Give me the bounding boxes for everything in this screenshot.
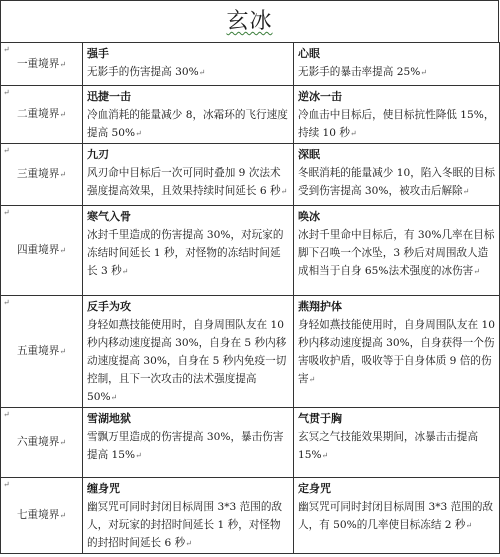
level-label: 一重境界 (16, 57, 60, 70)
paragraph-mark-icon: ↵ (59, 246, 67, 255)
left-skill-cell (83, 478, 294, 554)
paragraph-mark-icon: ↵ (135, 451, 142, 460)
skill-name: 唤冰 (298, 210, 320, 223)
paragraph-mark-icon: ↵ (110, 393, 118, 402)
skill-description: 冬眠消耗的能量减少 10，陷入冬眠的目标受到伤害提高 30%，被攻击后解除↵ (298, 167, 495, 197)
paragraph-mark-icon: ↵ (465, 521, 473, 530)
right-skill-cell (294, 296, 500, 408)
left-skill-cell (83, 206, 294, 296)
table-row (1, 144, 500, 206)
table-row (1, 86, 500, 144)
skill-name: 九刃 (87, 148, 109, 161)
table-row (1, 43, 500, 86)
paragraph-mark-icon: ↵ (185, 539, 192, 548)
skill-name: 寒气入骨 (87, 210, 131, 223)
level-cell (1, 86, 83, 144)
skill-description: 风刃命中目标后一次可同时叠加 9 次法术强度提高效果，且效果持续时间延长 6 秒↵ (87, 167, 288, 197)
table-row (1, 408, 500, 478)
paragraph-mark-icon: ↵ (121, 267, 129, 276)
level-cell (1, 144, 83, 206)
skill-name: 心眼 (298, 47, 320, 60)
level-cell (1, 408, 83, 478)
paragraph-mark-icon: ↵ (3, 410, 10, 419)
title-cell (0, 0, 499, 43)
level-cell (1, 206, 83, 296)
left-skill-cell (83, 144, 294, 206)
paragraph-mark-icon: ↵ (3, 480, 10, 489)
paragraph-mark-icon: ↵ (3, 208, 10, 217)
skill-name: 燕翔护体 (298, 300, 342, 313)
left-skill-cell (83, 43, 294, 86)
skill-name: 强手 (87, 47, 109, 60)
skill-name: 深眠 (298, 148, 320, 161)
skill-name: 气贯于胸 (298, 412, 342, 425)
paragraph-mark-icon: ↵ (420, 68, 427, 77)
level-label: 二重境界 (16, 108, 60, 120)
level-label: 六重境界 (16, 436, 60, 448)
left-skill-cell (83, 408, 294, 478)
level-cell (1, 296, 83, 408)
table-row (1, 478, 500, 554)
paragraph-mark-icon: ↵ (350, 129, 357, 138)
skill-description: 身轻如燕技能使用时，自身周围队友在 10 秒内移动速度提高 30%，自身获得一个伤害吸收护盾，吸收等于自身体质 9 倍的伤害↵ (298, 319, 495, 385)
paragraph-mark-icon: ↵ (198, 68, 206, 77)
paragraph-mark-icon: ↵ (59, 347, 67, 356)
skill-description: 无影手的伤害提高 30%↵ (87, 66, 206, 78)
paragraph-mark-icon: ↵ (3, 298, 10, 307)
paragraph-mark-icon: ↵ (59, 438, 67, 447)
left-skill-cell (83, 296, 294, 408)
paragraph-mark-icon: ↵ (59, 110, 67, 119)
skill-description: 冰封千里命中目标后，有 30%几率在目标脚下召唤一个冰坠，3 秒后对周围敌人造成相当于自身 65%法术强度的冰伤害↵ (298, 229, 495, 277)
table-row (1, 206, 500, 296)
right-skill-cell (294, 43, 500, 86)
table-row (1, 296, 500, 408)
paragraph-mark-icon: ↵ (135, 129, 142, 138)
level-cell (1, 478, 83, 554)
skill-name: 定身咒 (298, 482, 331, 495)
skill-description: 幽冥咒可同时封闭目标周围 3*3 范围的敌人，对玩家的封招时间延长 1 秒，对怪物的封招时间延长 6 秒↵ (87, 501, 283, 549)
paragraph-mark-icon: ↵ (308, 375, 316, 384)
level-label: 五重境界 (16, 345, 60, 357)
page-title: 玄冰 (226, 9, 273, 34)
right-skill-cell (294, 144, 500, 206)
level-label: 四重境界 (16, 244, 60, 256)
right-skill-cell (294, 408, 500, 478)
paragraph-mark-icon: ↵ (3, 45, 10, 54)
paragraph-mark-icon: ↵ (3, 146, 10, 155)
skill-name: 缠身咒 (87, 482, 120, 495)
skill-description: 身轻如燕技能使用时，自身周围队友在 10 秒内移动速度提高 30%，自身在 5 秒内移动速度提高 30%，自身在 5 秒内免疫一切控制，且下一次攻击的法术强度提高 50%↵ (87, 319, 287, 403)
level-label: 七重境界 (16, 509, 60, 521)
paragraph-mark-icon: ↵ (59, 170, 67, 179)
right-skill-cell (294, 478, 500, 554)
skill-description: 玄冥之气技能效果期间，冰暴击击提高 15%↵ (298, 431, 479, 461)
skill-name: 迅捷一击 (87, 90, 131, 103)
skill-description: 冰封千里造成的伤害提高 30%，对玩家的冻结时间延长 1 秒，对怪物的冻结时间延长 3 秒↵ (87, 229, 284, 277)
level-cell (1, 43, 83, 86)
paragraph-mark-icon: ↵ (59, 511, 67, 520)
paragraph-mark-icon: ↵ (280, 187, 288, 196)
skill-description: 冷血击中目标后，使目标抗性降低 15%，持续 10 秒↵ (298, 109, 495, 139)
paragraph-mark-icon: ↵ (321, 451, 329, 460)
level-label: 三重境界 (16, 168, 60, 180)
skill-description: 幽冥咒可同时封闭目标周围 3*3 范围的敌人，有 50%的几率使目标冻结 2 秒↵ (298, 501, 494, 531)
skill-description: 冷血消耗的能量减少 8，冰霜环的飞行速度提高 50%↵ (87, 109, 288, 139)
skill-name: 反手为攻 (87, 300, 131, 313)
paragraph-mark-icon: ↵ (462, 187, 470, 196)
skill-name: 雪湖地狱 (87, 412, 131, 425)
skill-description: 无影手的暴击率提高 25%↵ (298, 66, 427, 78)
paragraph-mark-icon: ↵ (59, 59, 67, 69)
right-skill-cell (294, 206, 500, 296)
skill-description: 雪飘万里造成的伤害提高 30%，暴击伤害提高 15%↵ (87, 431, 284, 461)
skill-table (0, 42, 500, 554)
right-skill-cell (294, 86, 500, 144)
left-skill-cell (83, 86, 294, 144)
paragraph-mark-icon: ↵ (3, 88, 10, 97)
skill-name: 逆冰一击 (298, 90, 342, 103)
paragraph-mark-icon: ↵ (473, 267, 480, 276)
